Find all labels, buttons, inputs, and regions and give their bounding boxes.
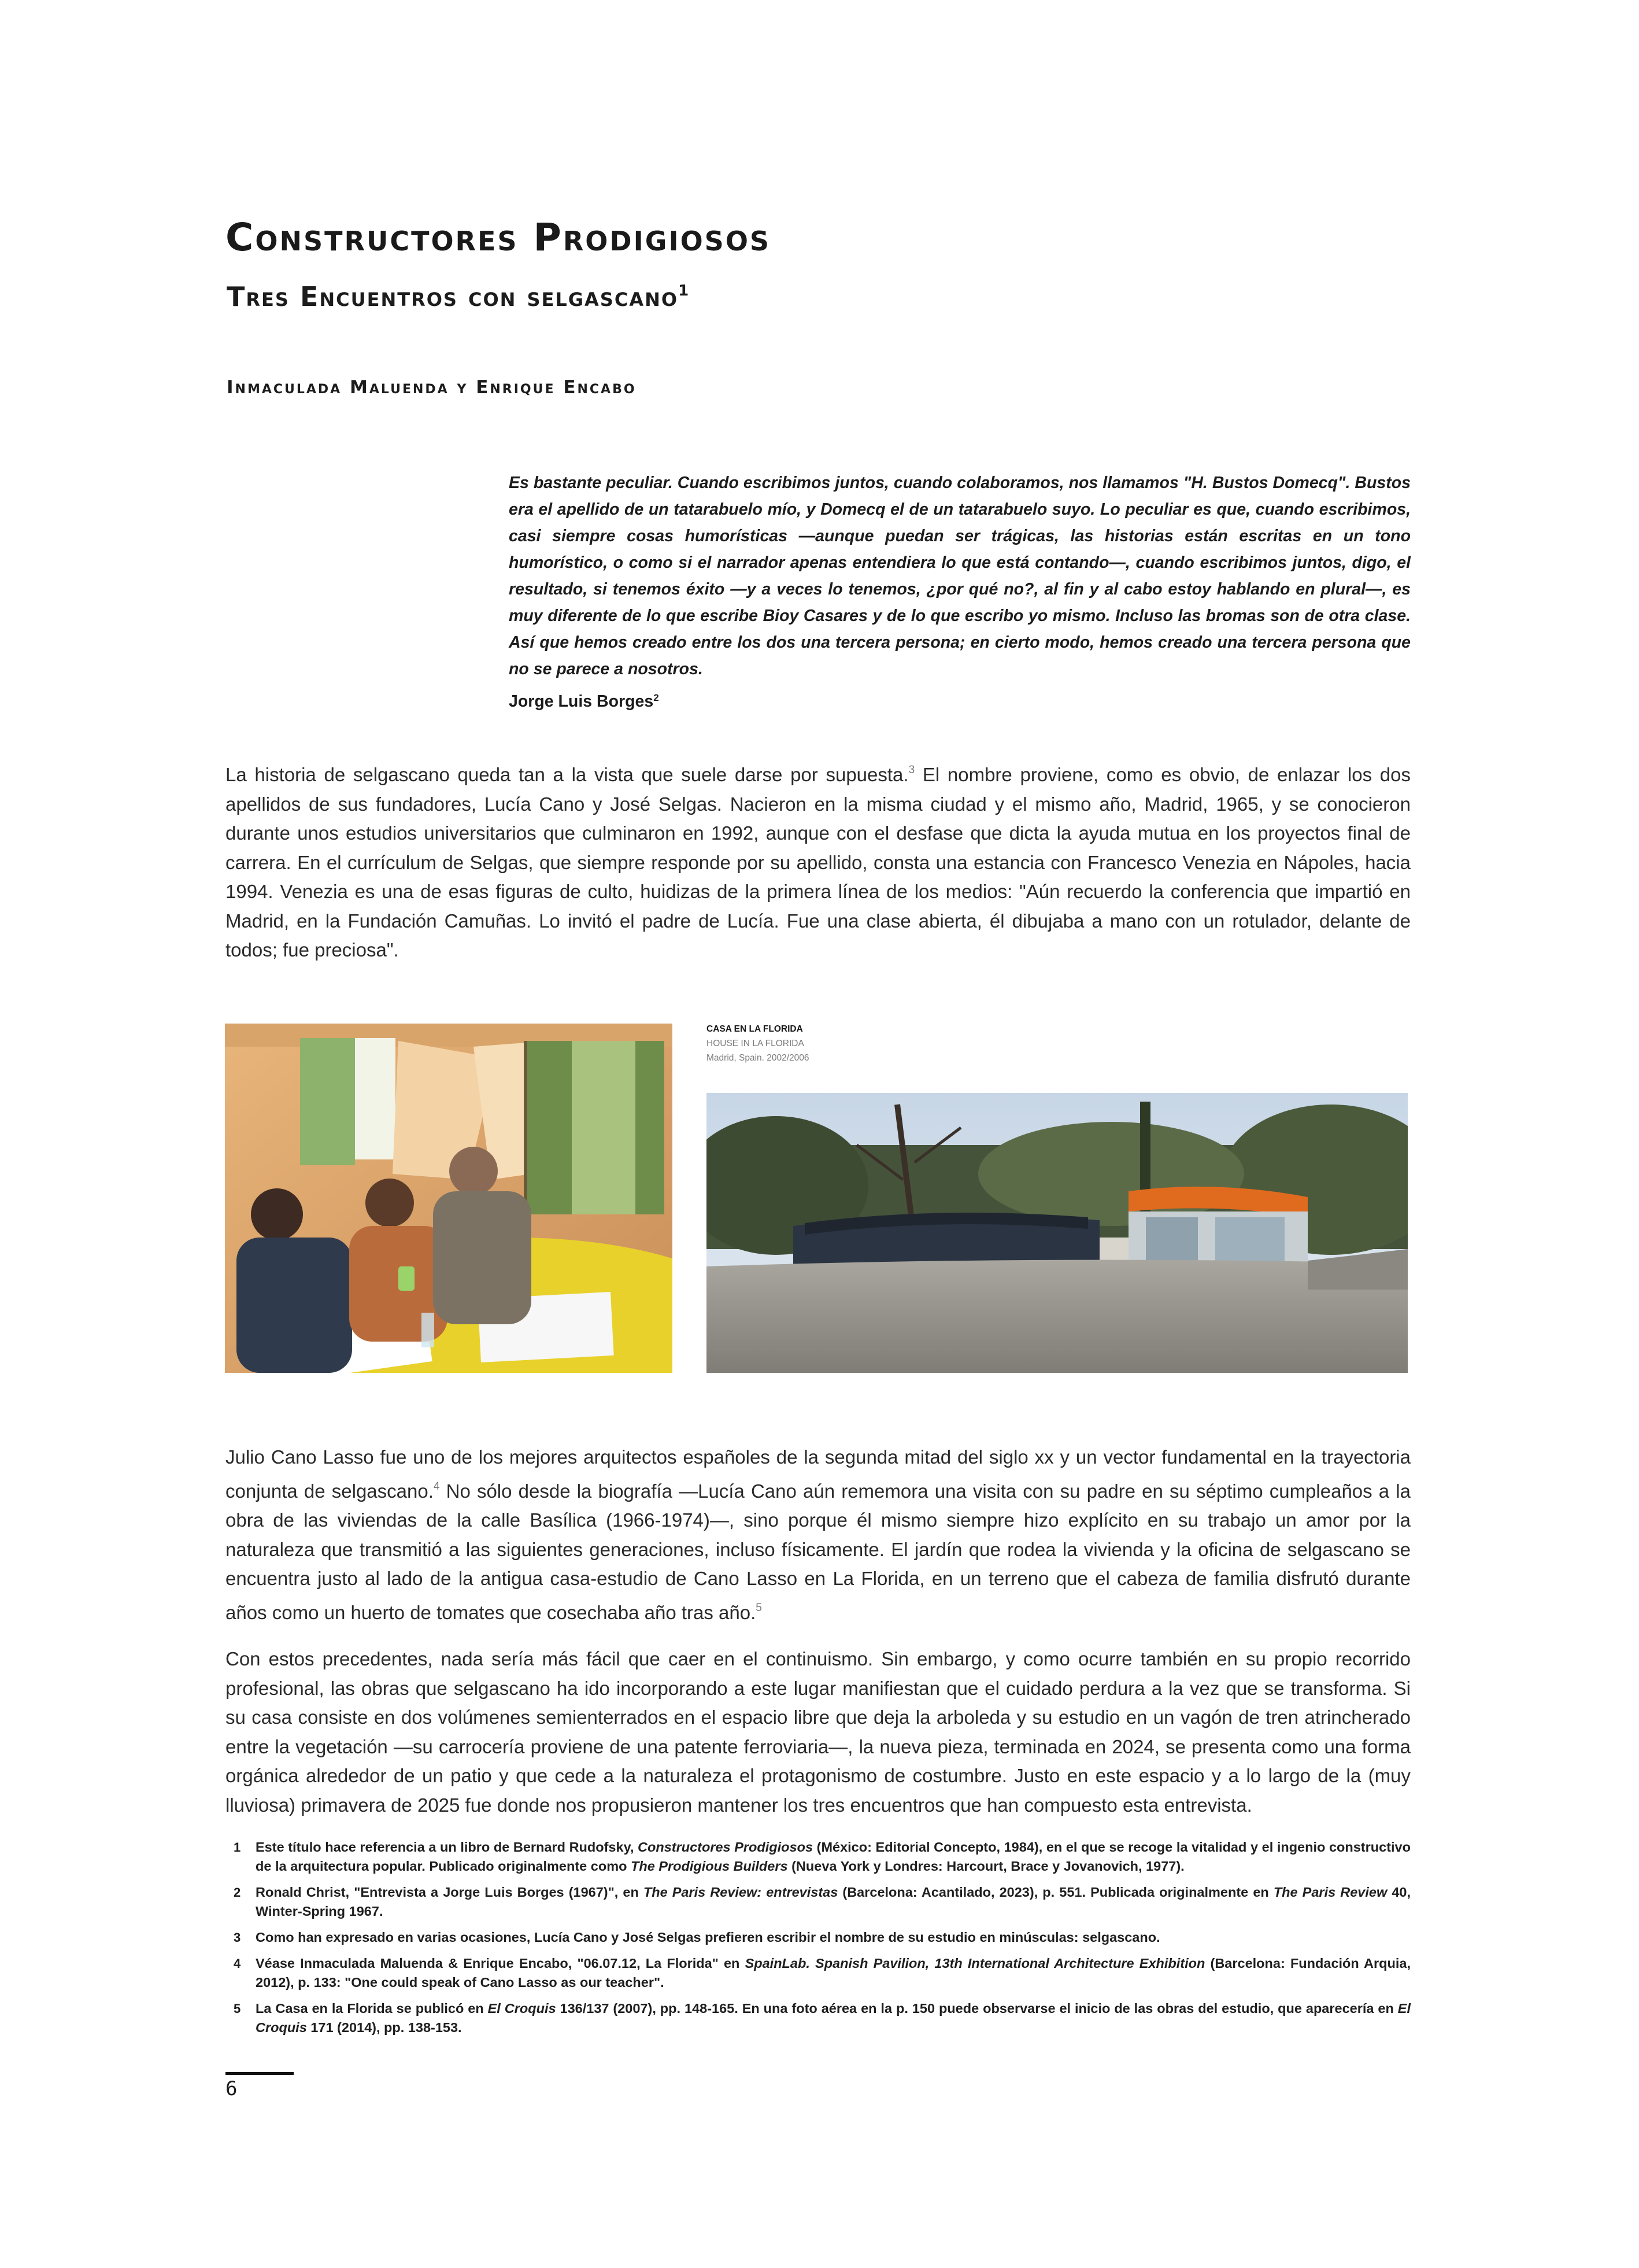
- photo-house: [706, 1093, 1408, 1373]
- text-run: (Barcelona: Acantilado, 2023), p. 551. Publicada originalmente en: [838, 1885, 1274, 1900]
- footnote-text: [256, 1928, 1411, 1947]
- text-run: 40, Winter-Spring 1967.: [256, 1885, 1411, 1919]
- footnote-ref: 2: [653, 692, 659, 703]
- paragraph: [225, 1443, 1411, 1627]
- footnote-ref: 1: [678, 282, 690, 300]
- text-run: Constructores Prodigiosos: [638, 1839, 813, 1855]
- caption-place: Madrid, Spain. 2002/2006: [706, 1053, 809, 1063]
- footnote: [229, 1999, 1411, 2037]
- figure-caption: [706, 1022, 809, 1065]
- footnote: [229, 1928, 1411, 1947]
- subtitle-text: Tres Encuentros con selgascano: [227, 281, 679, 312]
- photo-meeting: [225, 1024, 672, 1373]
- article-subtitle: [227, 283, 690, 310]
- footnote-text: [256, 1999, 1411, 2037]
- footnote-text: [256, 1883, 1411, 1921]
- footnote-number: 5: [234, 2001, 241, 2016]
- text-run: La Casa en la Florida se publicó en: [256, 2001, 488, 2016]
- page-number-rule: [225, 2072, 294, 2075]
- text-run: (Barcelona: Fundación Arquia, 2012), p. 133: "One could speak of Cano Lasso as our teacher".: [256, 1956, 1411, 1990]
- footnote-ref: 3: [908, 764, 915, 776]
- article-title: Constructores Prodigiosos: [225, 215, 771, 260]
- text-run: El Croquis: [487, 2001, 556, 2016]
- epigraph-author-name: Jorge Luis Borges: [509, 692, 654, 711]
- footnote: [229, 1954, 1411, 1992]
- body-section-2: [225, 1443, 1411, 1837]
- text-run: The Paris Review: [1273, 1885, 1388, 1900]
- article-authors: Inmaculada Maluenda y Enrique Encabo: [227, 377, 637, 398]
- epigraph-text: Es bastante peculiar. Cuando escribimos juntos, cuando colaboramos, nos llamamos "H. Bustos Domecq". Bustos era el apellido de un tatarabuelo mío, y Domecq el de un tatarabuelo suyo. Lo peculiar es que, cuando escribimos, casi siempre cosas humorísticas —aunque puedan ser trágicas, las historias están escritas en un tono humorístico, o como si el narrador apenas entendiera lo que está contando—, cuando escribimos juntos, digo, el resultado, si tenemos éxito —y a veces lo tenemos, ¿por qué no?, al fin y al cabo estoy hablando en plural—, es muy diferente de lo que escribe Bioy Casares y de lo que escribo yo mismo. Incluso las bromas son de otra clase. Así que hemos creado entre los dos una tercera persona; en cierto modo, hemos creado una tercera persona que no se parece a nosotros.: [509, 474, 1411, 678]
- text-run: 171 (2014), pp. 138-153.: [306, 2020, 462, 2035]
- text-run: The Prodigious Builders: [630, 1859, 788, 1874]
- footnote-number: 2: [234, 1885, 241, 1900]
- text-run: Ronald Christ, "Entrevista a Jorge Luis Borges (1967)", en: [256, 1885, 643, 1900]
- footnote: [229, 1838, 1411, 1876]
- footnote-ref: 5: [756, 1601, 762, 1614]
- text-run: (Nueva York y Londres: Harcourt, Brace y Jovanovich, 1977).: [787, 1859, 1185, 1874]
- text-run: No sólo desde la biografía —Lucía Cano aún rememora una visita con su padre en su séptimo cumpleaños a la obra de las viviendas de la calle Basílica (1966-1974)—, sino porque él mismo siempre hizo explícito en su trabajo un amor por la naturaleza que transmitió a las siguientes generaciones, incluso físicamente. El jardín que rodea la vivienda y la oficina de selgascano se encuentra justo al lado de la antigua casa-estudio de Cano Lasso en La Florida, en un terreno que el cabeza de familia disfrutó durante años como un huerto de tomates que cosechaba año tras año.: [225, 1480, 1411, 1623]
- footnote-text: [256, 1954, 1411, 1992]
- text-run: (México: Editorial Concepto, 1984), en el que se recoge la vitalidad y el ingenio constructivo de la arquitectura popular. Publicado originalmente como: [256, 1839, 1411, 1874]
- epigraph: [509, 470, 1411, 715]
- text-run: Como han expresado en varias ocasiones, Lucía Cano y José Selgas prefieren escribir el nombre de su estudio en minúsculas: selgascano.: [256, 1930, 1160, 1945]
- footnote-number: 4: [234, 1956, 241, 1971]
- text-run: Este título hace referencia a un libro de Bernard Rudofsky,: [256, 1839, 638, 1855]
- body-section-1: [225, 756, 1411, 982]
- text-run: 136/137 (2007), pp. 148-165. En una foto aérea en la p. 150 puede observarse el inicio de las obras del estudio, que aparecería en: [556, 2001, 1398, 2016]
- text-run: Julio Cano Lasso fue uno de los mejores arquitectos españoles de la segunda mitad del siglo xx y un vector fundamental en la trayectoria conjunta de selgascano.: [225, 1446, 1411, 1502]
- footnote-text: [256, 1838, 1411, 1876]
- caption-title: CASA EN LA FLORIDA: [706, 1024, 803, 1034]
- footnote-ref: 4: [433, 1480, 440, 1493]
- page-number: 6: [225, 2077, 238, 2100]
- caption-title-en: HOUSE IN LA FLORIDA: [706, 1039, 804, 1048]
- text-run: The Paris Review: entrevistas: [643, 1885, 838, 1900]
- text-run: La historia de selgascano queda tan a la vista que suele darse por supuesta.: [225, 764, 909, 785]
- epigraph-author: [509, 685, 1411, 715]
- text-run: El Croquis: [256, 2001, 1411, 2035]
- paragraph: Con estos precedentes, nada sería más fácil que caer en el continuismo. Sin embargo, y como ocurre también en su propio recorrido profesional, las obras que selgascano ha ido incorporando a este lugar manifiestan que el cuidado perdura a la vez que se transforma. Si su casa consiste en dos volúmenes semienterrados en el espacio libre que deja la arboleda y su estudio en un vagón de tren atrincherado entre la vegetación —su carrocería proviene de una patente ferroviaria—, la nueva pieza, terminada en 2024, se presenta como una forma orgánica alrededor de un patio y que cede a la naturaleza el protagonismo de costumbre. Justo en este espacio y a lo largo de la (muy lluviosa) primavera de 2025 fue donde nos propusieron mantener los tres encuentros que han compuesto esta entrevista.: [225, 1648, 1411, 1816]
- footnote-number: 1: [234, 1840, 241, 1855]
- footnotes: [229, 1838, 1411, 2044]
- text-run: SpainLab. Spanish Pavilion, 13th International Architecture Exhibition: [745, 1956, 1205, 1971]
- paragraph: [225, 756, 1411, 965]
- footnote-number: 3: [234, 1930, 241, 1945]
- text-run: El nombre proviene, como es obvio, de enlazar los dos apellidos de sus fundadores, Lucía Cano y José Selgas. Nacieron en la misma ciudad y el mismo año, Madrid, 1965, y se conocieron durante unos estudios universitarios que culminaron en 1992, aunque con el desfase que dicta la ayuda mutua en los proyectos final de carrera. En el currículum de Selgas, que siempre responde por su apellido, consta una estancia con Francesco Venezia en Nápoles, hacia 1994. Venezia es una de esas figuras de culto, huidizas de la primera línea de los medios: "Aún recuerdo la conferencia que impartió en Madrid, en la Fundación Camuñas. Lo invitó el padre de Lucía. Fue una clase abierta, él dibujaba a mano con un rotulador, delante de todos; fue preciosa".: [225, 764, 1411, 961]
- text-run: Véase Inmaculada Maluenda & Enrique Encabo, "06.07.12, La Florida" en: [256, 1956, 745, 1971]
- footnote: [229, 1883, 1411, 1921]
